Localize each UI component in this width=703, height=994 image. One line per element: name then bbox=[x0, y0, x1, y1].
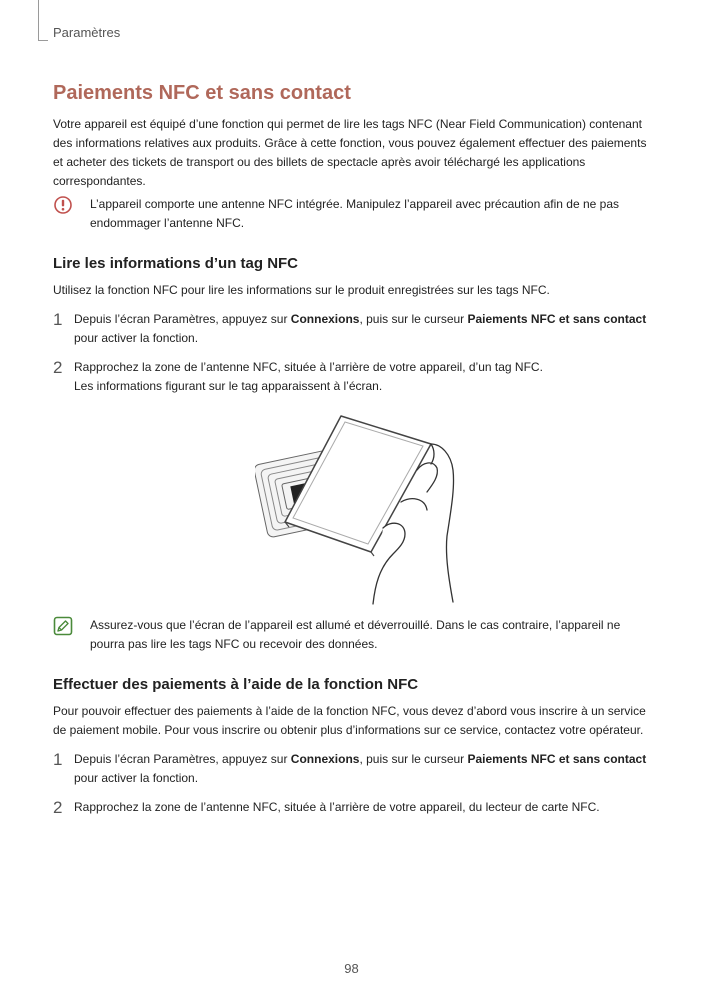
tip-icon bbox=[53, 616, 90, 654]
section-heading-payments: Effectuer des paiements à l’aide de la fonction NFC bbox=[53, 676, 419, 693]
section-intro-payments: Pour pouvoir effectuer des paiements à l’aide de la fonction NFC, vous devez d’abord vous inscrire à un service de paiement mobile. Pour vous inscrire ou obtenir plus d’informations sur ce service, contactez votre opérateur. bbox=[53, 704, 646, 737]
step-number: 2 bbox=[53, 798, 63, 817]
intro-paragraph: Votre appareil est équipé d’une fonction qui permet de lire les tags NFC (Near Field Communication) contenant des informations relatives aux produits. Grâce à cette fonction, vous pouvez également effectuer des paiements et acheter des tickets de transport ou des billets de spectacle après avoir téléchargé les applications correspondantes. bbox=[53, 117, 647, 188]
page-number: 98 bbox=[344, 961, 359, 976]
corner-rule-vertical bbox=[38, 0, 39, 40]
step-text: Depuis l’écran Paramètres, appuyez sur Connexions, puis sur le curseur Paiements NFC et sans contact pour activer la fonction. bbox=[74, 752, 647, 785]
step-2-read-tag bbox=[53, 358, 648, 396]
connexions-label: Connexions bbox=[290, 752, 360, 766]
step-number: 1 bbox=[53, 750, 63, 769]
step-number: 2 bbox=[53, 358, 63, 377]
section-heading-read-tag: Lire les informations d’un tag NFC bbox=[53, 255, 299, 272]
tip-note bbox=[53, 616, 648, 654]
step-text: Depuis l’écran Paramètres, appuyez sur Connexions, puis sur le curseur Paiements NFC et sans contact pour activer la fonction. bbox=[74, 312, 647, 345]
corner-rule-horizontal bbox=[38, 40, 48, 41]
tip-note-text: Assurez-vous que l’écran de l’appareil est allumé et déverrouillé. Dans le cas contraire, l’appareil ne pourra pas lire les tags NFC ou recevoir des données. bbox=[90, 618, 621, 651]
nfc-switch-label: Paiements NFC et sans contact bbox=[467, 312, 647, 326]
phone-device bbox=[285, 416, 431, 556]
step-text: Rapprochez la zone de l’antenne NFC, située à l’arrière de votre appareil, du lecteur de carte NFC. bbox=[74, 800, 600, 814]
connexions-label: Connexions bbox=[290, 312, 360, 326]
step-number: 1 bbox=[53, 310, 63, 329]
running-header: Paramètres bbox=[53, 25, 121, 40]
section-intro-read-tag: Utilisez la fonction NFC pour lire les informations sur le produit enregistrées sur les tags NFC. bbox=[53, 283, 550, 297]
page-title: Paiements NFC et sans contact bbox=[53, 82, 351, 104]
warning-note bbox=[53, 195, 648, 233]
nfc-tag-illustration bbox=[53, 410, 648, 608]
page-content bbox=[53, 82, 648, 817]
step-1-payments bbox=[53, 750, 648, 788]
warning-note-text: L’appareil comporte une antenne NFC intégrée. Manipulez l’appareil avec précaution afin de ne pas endommager l’antenne NFC. bbox=[90, 197, 620, 230]
step-text: Rapprochez la zone de l’antenne NFC, située à l’arrière de votre appareil, d’un tag NFC. Les informations figurant sur le tag apparaissent à l’écran. bbox=[74, 360, 543, 393]
warning-icon bbox=[53, 195, 90, 233]
step-1-read-tag bbox=[53, 310, 648, 348]
step-2-payments bbox=[53, 798, 648, 817]
nfc-switch-label: Paiements NFC et sans contact bbox=[467, 752, 647, 766]
